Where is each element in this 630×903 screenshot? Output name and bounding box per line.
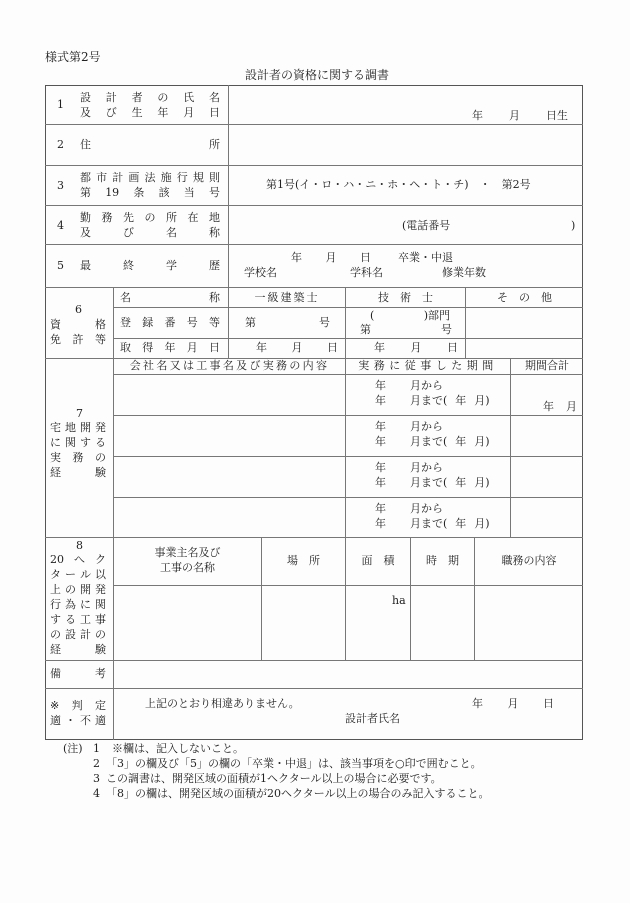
note-number: 1 xyxy=(93,742,100,755)
row8-label-line6: の 設 計 の xyxy=(50,628,106,641)
row1-label-line1: 設 計 者 の 氏 名 xyxy=(80,91,220,104)
acquisition-date-label: 取 得 年 月 日 xyxy=(120,341,220,354)
designer-signature-label: 設計者氏名 xyxy=(345,712,400,725)
period-to[interactable]: 年 月まで( 年 月) xyxy=(375,517,490,530)
work-content-field[interactable] xyxy=(115,458,343,495)
row7-label-line4: 経 験 xyxy=(50,466,106,479)
row2-label: 住 所 xyxy=(80,138,220,151)
period-header: 時 期 xyxy=(426,554,459,567)
row8-label-line1: 20 へ ク xyxy=(50,553,106,566)
period-from[interactable]: 年 月から xyxy=(375,379,443,392)
work-period-header: 実務に従事した期間 xyxy=(358,359,498,372)
judgement-label-line1: ※ 判 定 xyxy=(50,699,106,712)
period-to[interactable]: 年 月まで( 年 月) xyxy=(375,435,490,448)
row4-label-line1: 勤 務 先 の 所 在 地 xyxy=(80,211,220,224)
address-field[interactable] xyxy=(230,126,582,164)
business-owner-header-line2: 工事の名称 xyxy=(160,561,215,574)
note-number: 4 xyxy=(93,787,100,800)
total-period-value[interactable]: 年 月 xyxy=(543,400,577,413)
remarks-label: 備 考 xyxy=(50,667,106,680)
row3-number: 3 xyxy=(57,179,64,192)
department-label: 学科名 xyxy=(350,266,383,279)
area-header: 面 積 xyxy=(361,554,395,567)
row8-label-line4: 行 為 に 関 xyxy=(50,598,106,611)
work-content-field[interactable] xyxy=(115,499,343,536)
form-number: 様式第2号 xyxy=(45,50,101,64)
work-content-field[interactable] xyxy=(115,417,343,454)
note-text: 「8」の欄は、開発区域の面積が20ヘクタール以上の場合のみ記入すること。 xyxy=(106,787,490,800)
graduation-status[interactable]: 卒業・中退 xyxy=(398,251,453,264)
birth-date-field[interactable]: 年 月 日生 xyxy=(472,109,568,122)
row7-number: 7 xyxy=(76,407,83,420)
row8-number: 8 xyxy=(76,539,83,552)
row6-label-line2: 免 許 等 xyxy=(50,333,106,346)
first-class-architect-header: 一級建築士 xyxy=(254,291,320,304)
designer-name-field[interactable] xyxy=(230,86,582,108)
graduation-date[interactable]: 年 月 日 xyxy=(291,251,371,264)
engineer-acquisition-date[interactable]: 年 月 日 xyxy=(374,341,458,354)
study-years-label: 修業年数 xyxy=(442,266,486,279)
row4-label-line2: 及 び 名 称 xyxy=(80,226,220,239)
engineer-registration-number[interactable]: 第 号 xyxy=(360,323,452,336)
work-content-field[interactable] xyxy=(115,376,343,413)
row8-label-line2: タ ー ル 以 xyxy=(50,568,106,581)
school-name-label: 学校名 xyxy=(244,266,277,279)
page-title: 設計者の資格に関する調書 xyxy=(245,68,390,82)
registration-number-label: 登 録 番 号 等 xyxy=(120,316,220,329)
row6-number: 6 xyxy=(75,303,82,316)
row8-label-line5: す る 工 事 xyxy=(50,613,106,626)
engineer-department[interactable]: ( )部門 xyxy=(370,309,450,322)
phone-number-label: (電話番号 xyxy=(402,219,451,232)
row4-number: 4 xyxy=(57,219,64,232)
row3-label-line1: 都 市 計 画 法 施 行 規 則 xyxy=(80,171,220,184)
remarks-field[interactable] xyxy=(115,662,581,687)
row3-label-line2: 第 19 条 該 当 号 xyxy=(80,186,220,199)
duty-content-header: 職務の内容 xyxy=(501,554,557,567)
row5-label: 最 終 学 歴 xyxy=(80,259,220,272)
row7-label-line2: に 関 す る xyxy=(50,436,106,449)
company-work-content-header: 会社名又は工事名及び実務の内容 xyxy=(129,359,330,372)
row7-label-line3: 実 務 の xyxy=(50,451,106,464)
note-text: ※欄は、記入しないこと。 xyxy=(112,742,244,755)
architect-registration-number[interactable]: 第 号 xyxy=(245,316,330,329)
period-from[interactable]: 年 月から xyxy=(375,461,443,474)
row2-number: 2 xyxy=(57,138,64,151)
row6-label-line1: 資 格 xyxy=(50,318,106,331)
declaration-date[interactable]: 年 月 日 xyxy=(472,697,554,710)
note-text: この調書は、開発区域の面積が1ヘクタール以上の場合に必要です。 xyxy=(106,772,442,785)
declaration-statement: 上記のとおり相違ありません。 xyxy=(145,697,300,710)
regulation-article-options[interactable]: 第1号(イ・ロ・ハ・ニ・ホ・ヘ・ト・チ) ・ 第2号 xyxy=(266,178,531,191)
business-owner-header-line1: 事業主名及び xyxy=(154,546,221,559)
note-text: 「3」の欄及び「5」の欄の「卒業・中退」は、該当事項を○印で囲むこと。 xyxy=(106,757,482,770)
note-number: 2 xyxy=(93,757,100,770)
period-to[interactable]: 年 月まで( 年 月) xyxy=(375,476,490,489)
row7-label-line1: 宅 地 開 発 xyxy=(50,421,106,434)
row1-label-line2: 及 び 生 年 月 日 xyxy=(80,106,220,119)
architect-acquisition-date[interactable]: 年 月 日 xyxy=(256,341,338,354)
notes-prefix: (注) xyxy=(63,742,83,755)
other-header: そ の 他 xyxy=(497,291,552,304)
qualification-name-label: 名 称 xyxy=(120,291,220,304)
period-from[interactable]: 年 月から xyxy=(375,420,443,433)
area-unit: ha xyxy=(392,594,406,607)
phone-number-close: ) xyxy=(571,219,576,232)
judgement-label-line2: 適 ・ 不 適 xyxy=(50,714,106,727)
row8-label-line7: 経 験 xyxy=(50,643,106,656)
row8-label-line3: 上 の 開 発 xyxy=(50,583,106,596)
row1-number: 1 xyxy=(57,98,64,111)
period-from[interactable]: 年 月から xyxy=(375,502,443,515)
row5-number: 5 xyxy=(57,259,64,272)
note-number: 3 xyxy=(93,772,100,785)
period-to[interactable]: 年 月まで( 年 月) xyxy=(375,394,490,407)
total-period-header: 期間合計 xyxy=(525,359,569,372)
location-header: 場 所 xyxy=(287,554,320,567)
engineer-header: 技 術 士 xyxy=(378,291,433,304)
